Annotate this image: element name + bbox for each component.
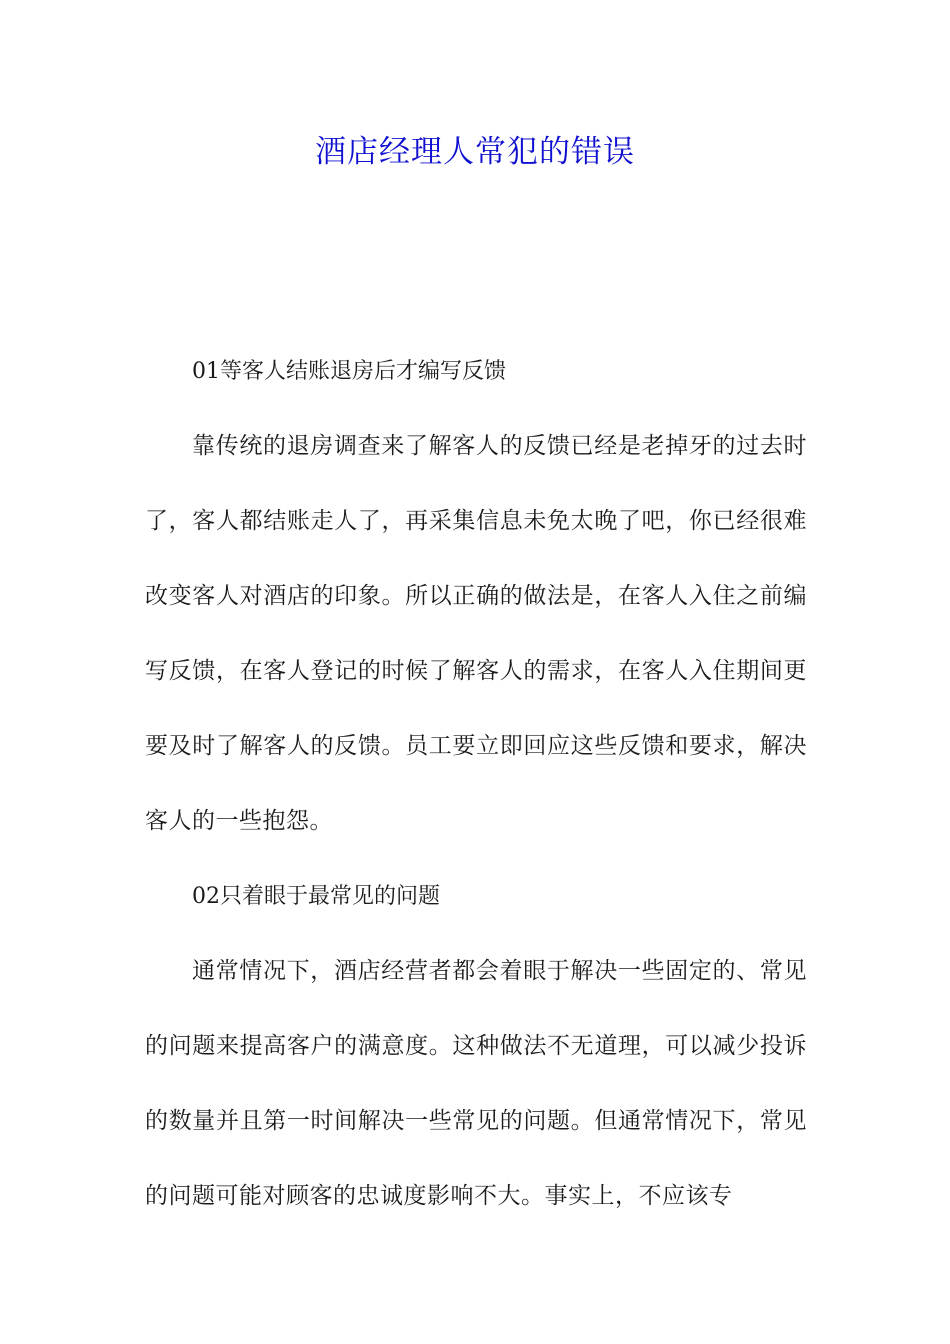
document-title: 酒店经理人常犯的错误: [315, 134, 635, 170]
section-heading: 02只着眼于最常见的问题: [192, 884, 440, 909]
document-body: [145, 334, 807, 1234]
section-paragraph: 靠传统的退房调查来了解客人的反馈已经是老掉牙的过去时了，客人都结账走人了，再采集信息未免太晚了吧，你已经很难改变客人对酒店的印象。所以正确的做法是，在客人入住之前编写反馈，在客人登记的时候了解客人的需求，在客人入住期间更要及时了解客人的反馈。员工要立即回应这些反馈和要求，解决客人的一些抱怨。: [145, 433, 807, 834]
section-heading: 01等客人结账退房后才编写反馈: [192, 359, 506, 384]
section-paragraph: 通常情况下，酒店经营者都会着眼于解决一些固定的、常见的问题来提高客户的满意度。这种做法不无道理，可以减少投诉的数量并且第一时间解决一些常见的问题。但通常情况下，常见的问题可能对顾客的忠诚度影响不大。事实上，不应该专: [145, 958, 807, 1209]
